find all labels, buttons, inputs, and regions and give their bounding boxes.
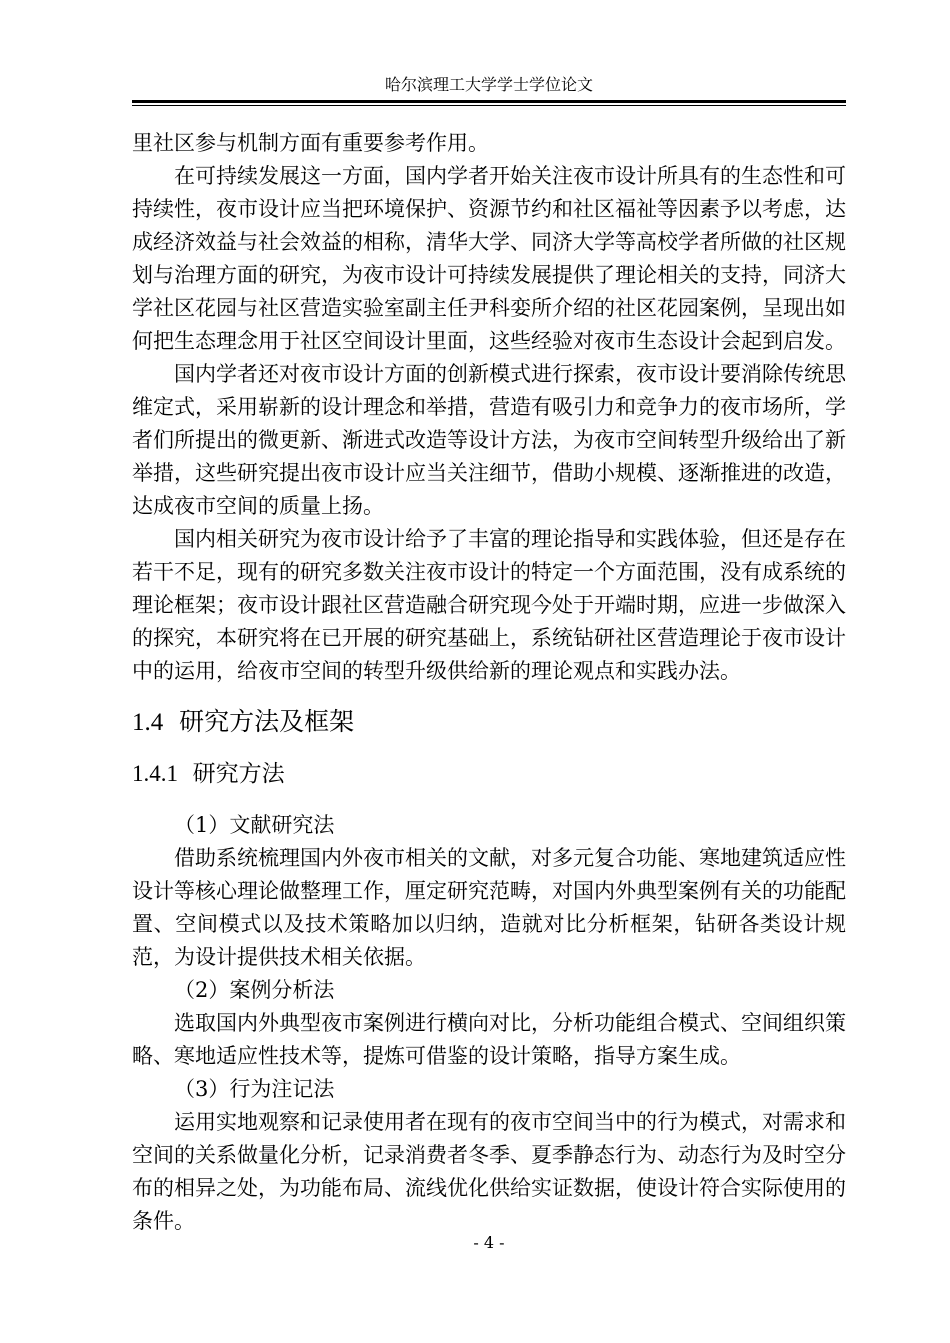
subsection-number: 1.4.1 xyxy=(132,761,178,786)
method-label: （1）文献研究法 xyxy=(174,813,335,837)
method-text: 借助系统梳理国内外夜市相关的文献，对多元复合功能、寒地建筑适应性设计等核心理论做整理工作，厘定研究范畴，对国内外典型案例有关的功能配置、空间模式以及技术策略加以归纳，造就对比分析框架，钻研各类设计规范，为设计提供技术相关依据。 xyxy=(132,846,846,969)
subsection-heading xyxy=(132,757,846,791)
method-label: （2）案例分析法 xyxy=(174,978,335,1002)
body-text xyxy=(132,127,846,1238)
running-header: 哈尔滨理工大学学士学位论文 xyxy=(384,75,593,94)
section-heading xyxy=(132,704,846,741)
paragraph: 国内相关研究为夜市设计给予了丰富的理论指导和实践体验，但还是存在若干不足，现有的研究多数关注夜市设计的特定一个方面范围，没有成系统的理论框架；夜市设计跟社区营造融合研究现今处于开端时期，应进一步做深入的探究，本研究将在已开展的研究基础上，系统钻研社区营造理论于夜市设计中的运用，给夜市空间的转型升级供给新的理论观点和实践办法。 xyxy=(132,527,846,683)
header-rule-thin xyxy=(132,105,846,106)
section-title: 研究方法及框架 xyxy=(179,707,355,736)
header-rule-thick xyxy=(132,100,846,103)
subsection-title: 研究方法 xyxy=(192,761,285,787)
paragraph: 国内学者还对夜市设计方面的创新模式进行探索，夜市设计要消除传统思维定式，采用崭新的设计理念和举措，营造有吸引力和竞争力的夜市场所，学者们所提出的微更新、渐进式改造等设计方法，为夜市空间转型升级给出了新举措，这些研究提出夜市设计应当关注细节，借助小规模、逐渐推进的改造，达成夜市空间的质量上扬。 xyxy=(132,362,846,518)
method-text: 运用实地观察和记录使用者在现有的夜市空间当中的行为模式，对需求和空间的关系做量化分析，记录消费者冬季、夏季静态行为、动态行为及时空分布的相异之处，为功能布局、流线优化供给实证数据，使设计符合实际使用的条件。 xyxy=(132,1110,846,1233)
method-text: 选取国内外典型夜市案例进行横向对比，分析功能组合模式、空间组织策略、寒地适应性技术等，提炼可借鉴的设计策略，指导方案生成。 xyxy=(132,1011,846,1068)
method-label: （3）行为注记法 xyxy=(174,1077,335,1101)
paragraph: 在可持续发展这一方面，国内学者开始关注夜市设计所具有的生态性和可持续性，夜市设计应当把环境保护、资源节约和社区福祉等因素予以考虑，达成经济效益与社会效益的相称，清华大学、同济大学等高校学者所做的社区规划与治理方面的研究，为夜市设计可持续发展提供了理论相关的支持，同济大学社区花园与社区营造实验室副主任尹科娈所介绍的社区花园案例，呈现出如何把生态理念用于社区空间设计里面，这些经验对夜市生态设计会起到启发。 xyxy=(132,164,846,353)
section-number: 1.4 xyxy=(132,709,164,736)
paragraph: 里社区参与机制方面有重要参考作用。 xyxy=(132,131,489,155)
page-number: - 4 - xyxy=(473,1233,505,1252)
